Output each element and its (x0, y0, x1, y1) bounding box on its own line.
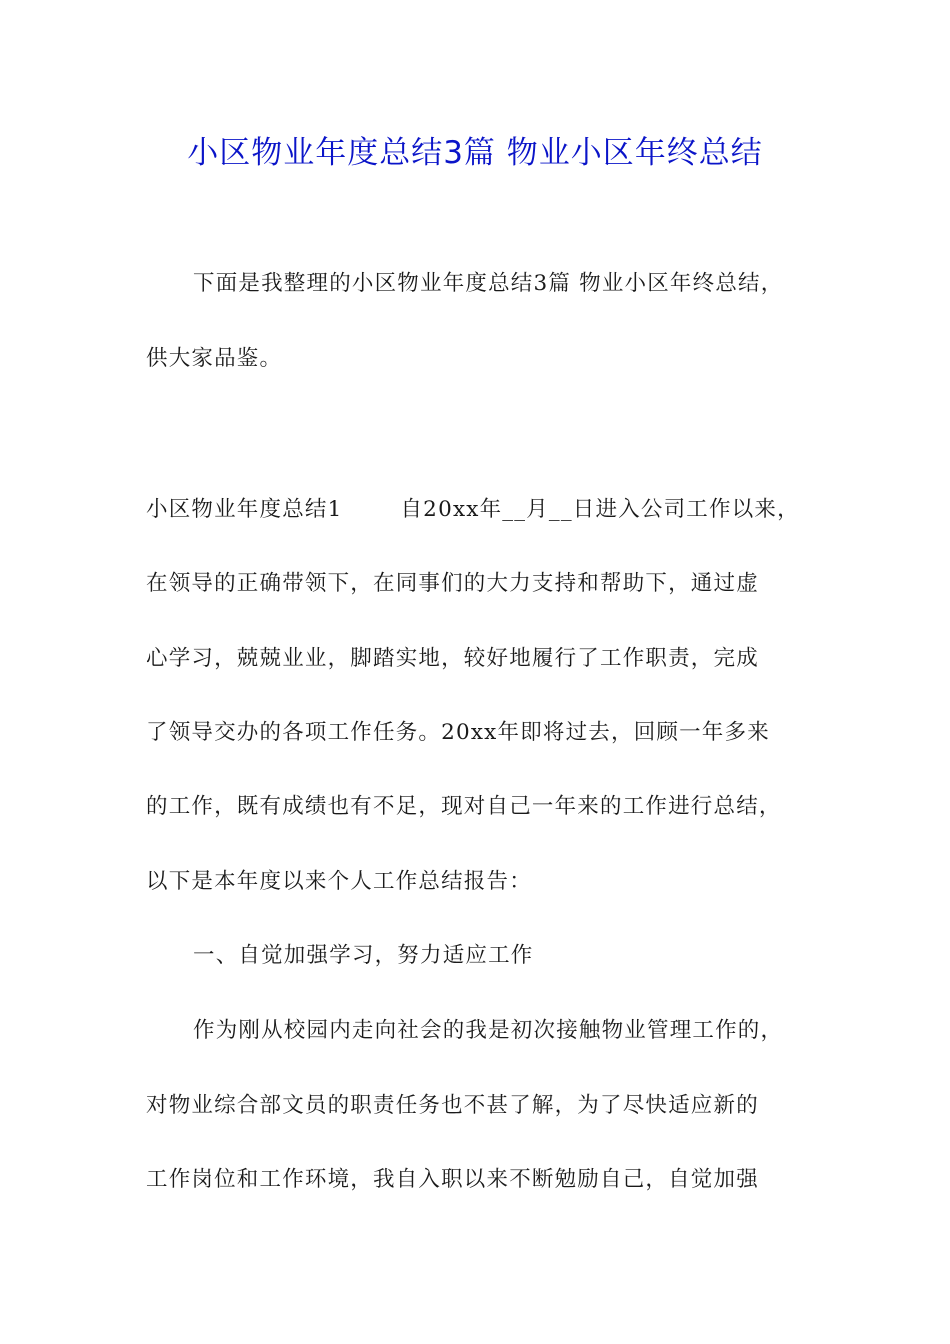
body-line: 以下是本年度以来个人工作总结报告： (146, 869, 532, 894)
body-line: 对物业综合部文员的职责任务也不甚了解，为了尽快适应新的 (146, 1093, 759, 1118)
section-first-line-text: 自20xx年__月__日进入公司工作以来， (400, 497, 800, 522)
body-line: 作为刚从校园内走向社会的我是初次接触物业管理工作的， (193, 1018, 784, 1043)
subheading: 一、自觉加强学习，努力适应工作 (193, 943, 534, 968)
body-line: 了领导交办的各项工作任务。20xx年即将过去，回顾一年多来 (146, 720, 770, 745)
intro-line: 下面是我整理的小区物业年度总结3篇 物业小区年终总结， (193, 271, 784, 296)
body-line: 在领导的正确带领下，在同事们的大力支持和帮助下，通过虚 (146, 571, 759, 596)
body-line: 工作岗位和工作环境，我自入职以来不断勉励自己，自觉加强 (146, 1167, 759, 1192)
document-title: 小区物业年度总结3篇 物业小区年终总结 (187, 135, 763, 171)
body-line: 的工作，既有成绩也有不足，现对自己一年来的工作进行总结， (146, 794, 782, 819)
section-first-line (146, 494, 836, 526)
section-heading: 小区物业年度总结1 (146, 497, 343, 522)
intro-line: 供大家品鉴。 (146, 346, 283, 371)
body-line: 心学习，兢兢业业，脚踏实地，较好地履行了工作职责，完成 (146, 646, 759, 671)
